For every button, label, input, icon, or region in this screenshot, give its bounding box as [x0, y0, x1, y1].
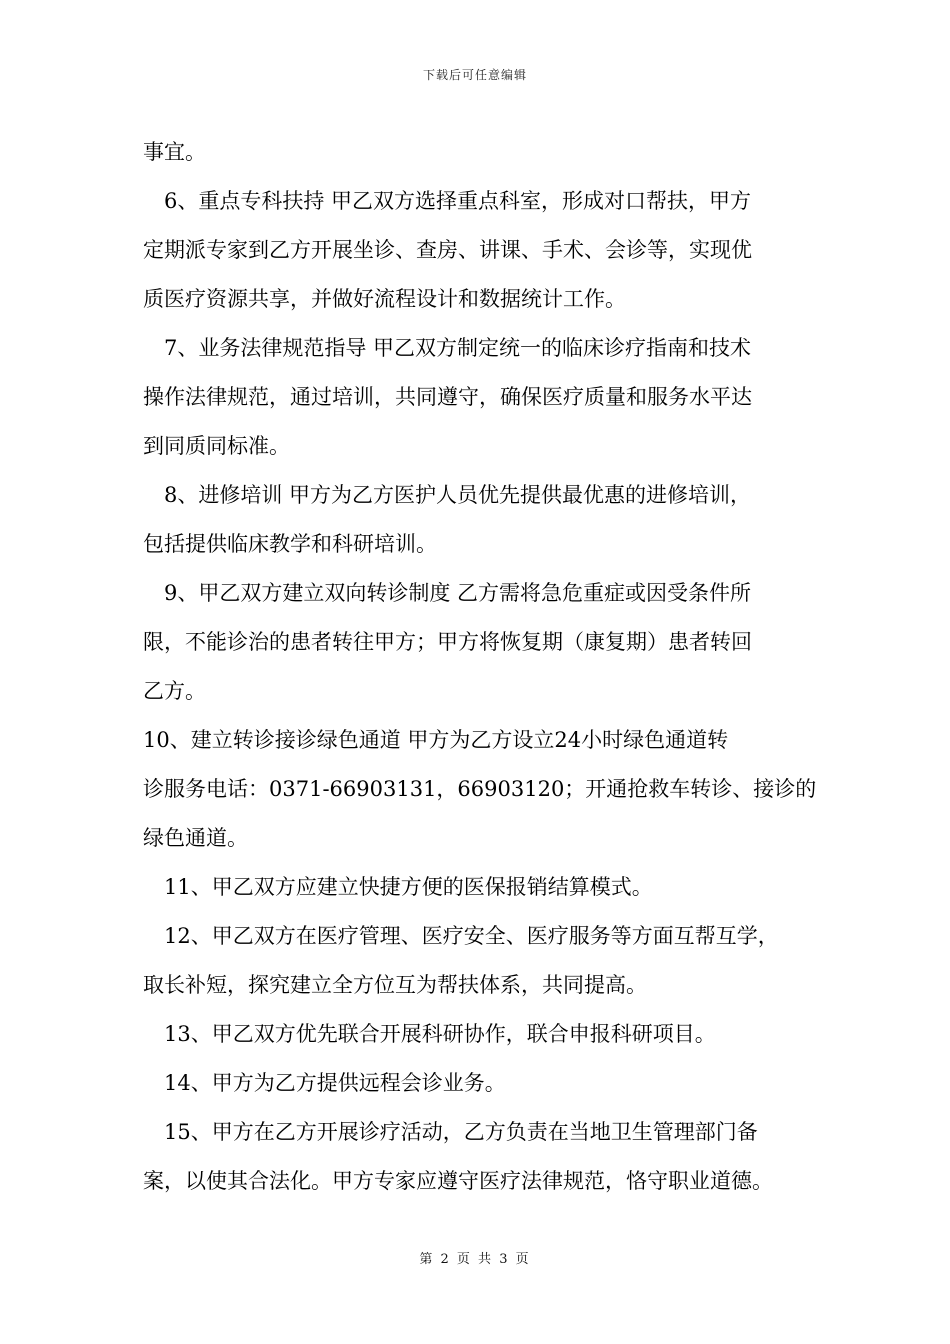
text-line: 操作法律规范，通过培训，共同遵守，确保医疗质量和服务水平达 [143, 385, 752, 409]
paragraph-item-7 [143, 324, 823, 471]
page-footer: 第 2 页 共 3 页 [419, 1252, 531, 1267]
paragraph-item-9 [143, 569, 823, 716]
text-line: 事宜。 [143, 140, 206, 164]
page-header: 下载后可任意编辑 [422, 68, 527, 82]
paragraph-item-8 [143, 471, 823, 569]
document-body [143, 128, 823, 1206]
text-line: 绿色通道。 [143, 826, 248, 850]
text-line: 质医疗资源共享，并做好流程设计和数据统计工作。 [143, 287, 626, 311]
text-line: 定期派专家到乙方开展坐诊、查房、讲课、手术、会诊等，实现优 [143, 238, 752, 262]
text-line: 取长补短，探究建立全方位互为帮扶体系，共同提高。 [143, 973, 647, 997]
text-line: 9、甲乙双方建立双向转诊制度 乙方需将急危重症或因受条件所 [143, 581, 752, 605]
text-line: 12、甲乙双方在医疗管理、医疗安全、医疗服务等方面互帮互学， [143, 924, 779, 948]
paragraph-item-11 [143, 863, 823, 912]
paragraph-item-6 [143, 177, 823, 324]
paragraph-item-10 [143, 716, 823, 863]
text-line: 14、甲方为乙方提供远程会诊业务。 [143, 1071, 506, 1095]
text-line: 诊服务电话：0371-66903131，66903120；开通抢救车转诊、接诊的 [143, 777, 817, 801]
text-line: 15、甲方在乙方开展诊疗活动，乙方负责在当地卫生管理部门备 [143, 1120, 758, 1144]
text-line: 乙方。 [143, 679, 206, 703]
text-line: 到同质同标准。 [143, 434, 290, 458]
paragraph-item-13 [143, 1010, 823, 1059]
text-line: 8、进修培训 甲方为乙方医护人员优先提供最优惠的进修培训， [143, 483, 752, 507]
paragraph-item-12 [143, 912, 823, 1010]
text-line: 10、建立转诊接诊绿色通道 甲方为乙方设立24小时绿色通道转 [143, 728, 729, 752]
paragraph-continuation [143, 128, 823, 177]
text-line: 7、业务法律规范指导 甲乙双方制定统一的临床诊疗指南和技术 [143, 336, 752, 360]
text-line: 6、重点专科扶持 甲乙双方选择重点科室，形成对口帮扶，甲方 [143, 189, 752, 213]
text-line: 包括提供临床教学和科研培训。 [143, 532, 437, 556]
paragraph-item-15 [143, 1108, 823, 1206]
text-line: 13、甲乙双方优先联合开展科研协作，联合申报科研项目。 [143, 1022, 716, 1046]
text-line: 案，以使其合法化。甲方专家应遵守医疗法律规范，恪守职业道德。 [143, 1169, 773, 1193]
text-line: 11、甲乙双方应建立快捷方便的医保报销结算模式。 [143, 875, 653, 899]
text-line: 限，不能诊治的患者转往甲方；甲方将恢复期（康复期）患者转回 [143, 630, 752, 654]
paragraph-item-14 [143, 1059, 823, 1108]
